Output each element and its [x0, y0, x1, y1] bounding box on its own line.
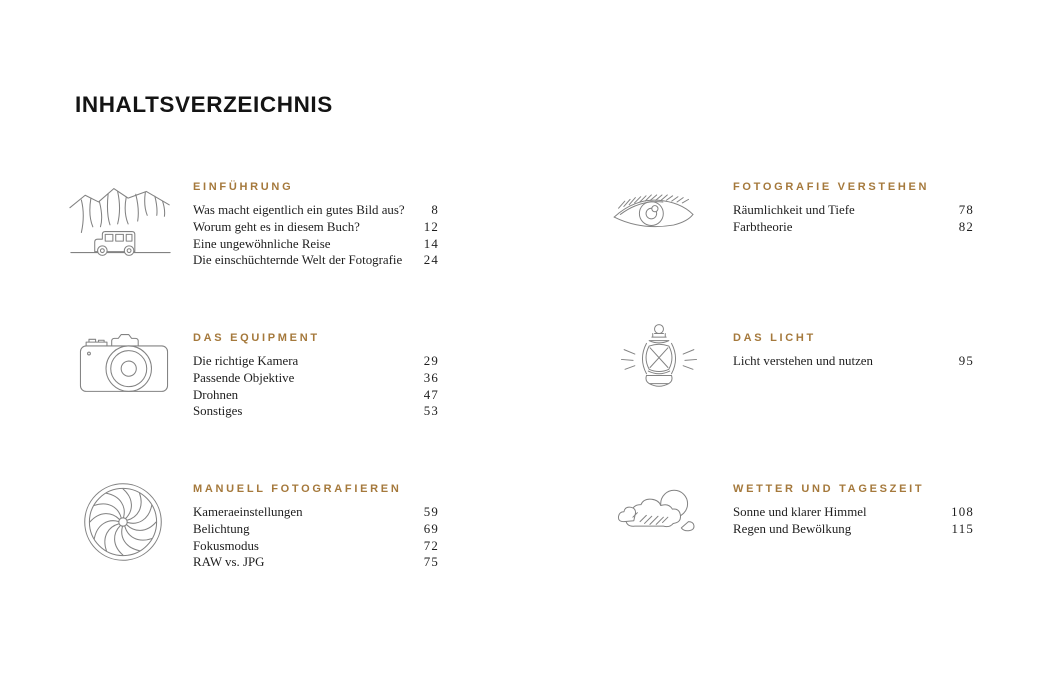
section-heading: DAS LICHT — [733, 332, 816, 344]
toc-entry — [733, 203, 974, 220]
entry-page-number: 108 — [951, 505, 974, 519]
toc-section-wetter-und-tageszeit — [733, 483, 974, 539]
entry-page-number: 78 — [958, 203, 974, 217]
toc-section-equipment — [193, 332, 439, 421]
entry-list — [193, 203, 439, 270]
toc-section-fotografie-verstehen — [733, 181, 974, 237]
page-title: INHALTSVERZEICHNIS — [75, 92, 333, 117]
entry-page-number: 8 — [431, 203, 439, 217]
section-heading: DAS EQUIPMENT — [193, 332, 320, 344]
entry-page-number: 24 — [423, 253, 439, 268]
toc-entry — [193, 505, 439, 522]
entry-page-number: 72 — [423, 538, 439, 553]
section-heading: MANUELL FOTOGRAFIEREN — [193, 483, 402, 495]
entry-page-number: 59 — [423, 505, 439, 519]
entry-list — [193, 354, 439, 421]
toc-entry — [733, 354, 974, 371]
toc-entry — [193, 371, 439, 388]
toc-entry — [193, 404, 439, 421]
entry-title: Fokusmodus — [193, 538, 259, 553]
entry-page-number: 75 — [423, 555, 439, 570]
entry-title: Was macht eigentlich ein gutes Bild aus? — [193, 203, 405, 217]
entry-page-number: 95 — [958, 354, 974, 368]
toc-entry — [193, 220, 439, 237]
entry-title: Drohnen — [193, 387, 239, 402]
entry-page-number: 47 — [423, 387, 439, 402]
entry-title: Sonne und klarer Himmel — [733, 505, 867, 519]
entry-title: Belichtung — [193, 521, 250, 536]
lantern-icon — [617, 321, 701, 397]
toc-entry — [193, 354, 439, 371]
toc-entry — [733, 220, 974, 237]
toc-entry — [193, 253, 439, 270]
toc-section-manuell-fotografieren — [193, 483, 439, 572]
entry-title: Worum geht es in diesem Buch? — [193, 219, 360, 234]
entry-title: Regen und Bewölkung — [733, 521, 852, 536]
entry-page-number: 36 — [423, 370, 439, 385]
entry-page-number: 29 — [423, 354, 439, 368]
toc-entry — [193, 539, 439, 556]
entry-title: Passende Objektive — [193, 370, 295, 385]
entry-title: Sonstiges — [193, 404, 243, 419]
entry-page-number: 53 — [423, 404, 439, 419]
camera-icon — [76, 327, 172, 398]
eye-icon — [606, 179, 702, 241]
section-heading: WETTER UND TAGESZEIT — [733, 483, 925, 495]
toc-section-einfuehrung — [193, 181, 439, 270]
entry-page-number: 82 — [958, 219, 974, 234]
toc-entry — [733, 522, 974, 539]
entry-list — [193, 505, 439, 572]
entry-page-number: 115 — [951, 521, 974, 536]
entry-list — [733, 505, 974, 539]
entry-title: Kameraeinstellungen — [193, 505, 303, 519]
toc-entry — [193, 555, 439, 572]
clouds-sun-icon — [609, 484, 707, 536]
aperture-icon — [80, 480, 166, 564]
toc-section-das-licht — [733, 332, 974, 371]
section-heading: EINFÜHRUNG — [193, 181, 294, 193]
section-heading: FOTOGRAFIE VERSTEHEN — [733, 181, 930, 193]
entry-title: RAW vs. JPG — [193, 555, 265, 570]
entry-title: Eine ungewöhnliche Reise — [193, 236, 331, 251]
entry-page-number: 14 — [423, 236, 439, 251]
entry-page-number: 12 — [423, 219, 439, 234]
entry-title: Die richtige Kamera — [193, 354, 299, 368]
car-mountain-icon — [68, 178, 173, 266]
entry-title: Räumlichkeit und Tiefe — [733, 203, 855, 217]
entry-list — [733, 354, 974, 371]
entry-title: Farbtheorie — [733, 219, 793, 234]
toc-entry — [193, 203, 439, 220]
toc-entry — [193, 522, 439, 539]
toc-entry — [193, 388, 439, 405]
entry-list — [733, 203, 974, 237]
entry-title: Licht verstehen und nutzen — [733, 354, 873, 368]
toc-entry — [193, 237, 439, 254]
toc-entry — [733, 505, 974, 522]
entry-page-number: 69 — [423, 521, 439, 536]
entry-title: Die einschüchternde Welt der Fotografie — [193, 253, 403, 268]
